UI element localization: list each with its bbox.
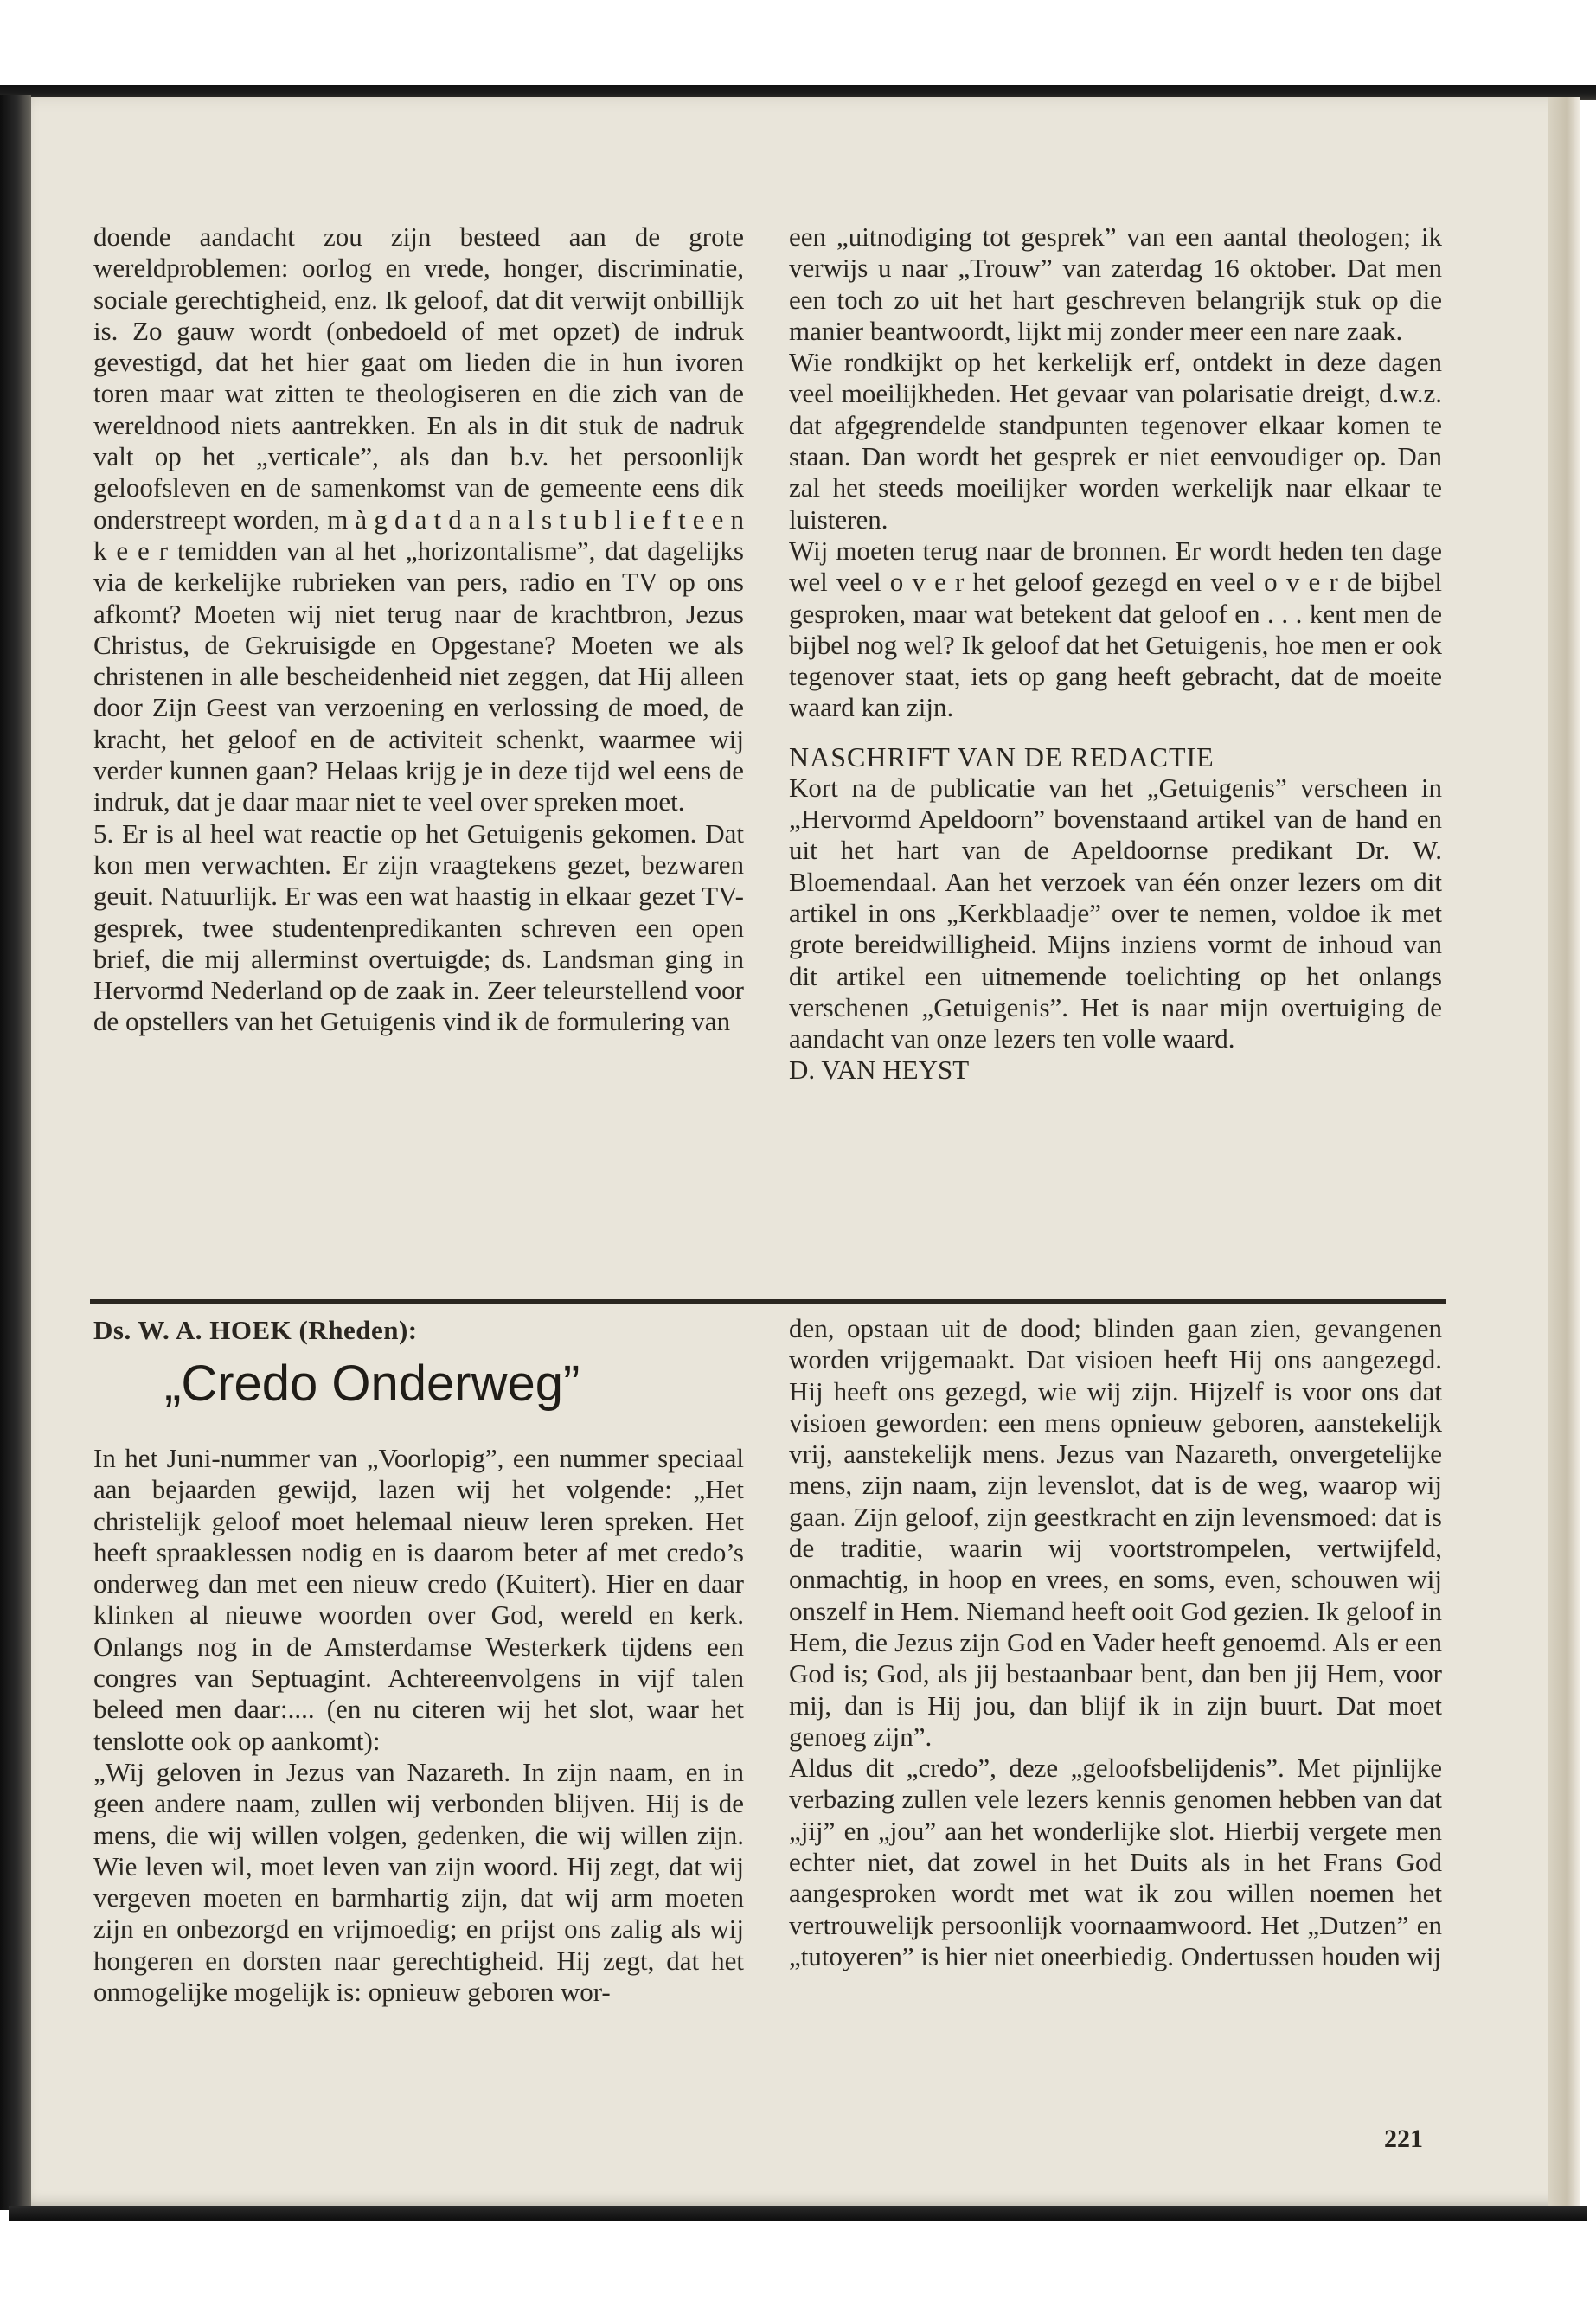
upper-right-paragraph-1: een „uitnodiging tot gesprek” van een aantal theologen; ik verwijs u naar „Trouw” van zaterdag 16 oktober. Dat men een toch zo uit het hart geschreven belangrijk stuk op die manier beantwoordt, lijkt mij zonder meer een nare zaak. [789,221,1442,346]
upper-right-paragraph-3: Wij moeten terug naar de bronnen. Er wordt heden ten dage wel veel o v e r het geloof gezegd en veel o v e r de bijbel gesproken, maar wat betekent dat geloof en . . . kent men de bijbel nog wel? Ik geloof dat het Getuigenis, hoe men er ook tegenover staat, iets op gang heeft gebracht, dat de moeite waard kan zijn. [789,535,1442,723]
article-title: „Credo Onderweg” [164,1356,580,1412]
page-number: 221 [1384,2125,1423,2153]
upper-left-point-5: 5. Er is al heel wat reactie op het Getuigenis gekomen. Dat kon men verwachten. Er zijn vraagtekens gezet, bezwaren geuit. Natuurlijk. Er was een wat haastig in elkaar gezet TV-gesprek, twee studentenpredikanten schreven een open brief, die mij allerminst overtuigde; ds. Landsman ging in Hervormd Nederland op de zaak in. Zeer teleurstellend voor de opstellers van het Getuigenis vind ik de formulering van [93,817,744,1037]
upper-right-column [789,221,1442,1086]
upper-left-paragraph: doende aandacht zou zijn besteed aan de grote wereldproblemen: oorlog en vrede, honger, discriminatie, sociale gerechtigheid, enz. Ik geloof, dat dit verwijt onbillijk is. Zo gauw wordt (onbedoeld of met opzet) de indruk gevestigd, dat het hier gaat om lieden die in hun ivoren toren maar wat zitten te theologiseren en die zich van de wereldnood niets aantrekken. En als in dit stuk de nadruk valt op het „verticale”, als dan b.v. het persoonlijk geloofsleven en de samenkomst van de gemeente eens dik onderstreept worden, m à g d a t d a n a l s t u b l i e f t e e n k e e r temidden van al het „horizontalisme”, dat dagelijks via de kerkelijke rubrieken van pers, radio en TV op ons afkomt? Moeten wij niet terug naar de krachtbron, Jezus Christus, de Gekruisigde en Opgestane? Moeten we als christenen in alle bescheidenheid niet zeggen, dat Hij alleen door Zijn Geest van verzoening en verlossing de moed, de kracht, het geloof en de activiteit schenkt, waarmee wij verder kunnen gaan? Helaas krijg je in deze tijd wel eens de indruk, dat je daar maar niet te veel over spreken moet. [93,221,744,817]
lower-right-column [789,1313,1442,1972]
naschrift-heading: NASCHRIFT VAN DE REDACTIE [789,740,1215,772]
article-author: Ds. W. A. HOEK (Rheden): [93,1315,418,1345]
lower-left-paragraph-1: In het Juni-nummer van „Voorlopig”, een nummer speciaal aan bejaarden gewijd, lazen wij het volgende: „Het christelijk geloof moet helemaal nieuw leren spreken. Het heeft spraaklessen nodig en is daarom beter af met credo’s onderweg dan met een nieuw credo (Kuitert). Hier en daar klinken al nieuwe woorden over God, wereld en kerk. Onlangs nog in de Amsterdamse Westerkerk tijdens een congres van Septuagint. Achtereenvolgens in vijf talen beleed men daar:.... (en nu citeren wij het slot, waar het tenslotte ook op aankomt): [93,1443,744,1756]
lower-left-paragraph-2: „Wij geloven in Jezus van Nazareth. In zijn naam, en in geen andere naam, zullen wij verbonden blijven. Hij is de mens, die wij willen volgen, gedenken, die wij willen zijn. Wie leven wil, moet leven van zijn woord. Hij zegt, dat wij vergeven moeten en barmhartig zijn, dat wij arm moeten zijn en onbezorgd en vrijmoedig; en prijst ons zalig als wij hongeren en dorsten naar gerechtigheid. Hij zegt, dat het onmogelijke mogelijk is: opnieuw geboren wor- [93,1756,744,2008]
section-divider [90,1299,1446,1304]
lower-right-paragraph-2: Aldus dit „credo”, deze „geloofsbelijdenis”. Met pijnlijke verbazing zullen vele lezers kennis genomen hebben van dat „jij” en „jou” aan het wonderlijke slot. Hierbij vergete men echter niet, dat zowel in het Duits als in het Frans God aangesproken wordt met wat ik zou willen noemen het vertrouwelijk persoonlijk voornaamwoord. Het „Dutzen” en „tutoyeren” is hier niet oneerbiedig. Ondertussen houden wij [789,1753,1442,1971]
binding-bottom-edge [9,2206,1587,2221]
binding-left-edge [0,95,31,2210]
page-edge-right [1548,97,1580,2208]
upper-right-paragraph-2: Wie rondkijkt op het kerkelijk erf, ontdekt in deze dagen veel moeilijkheden. Het gevaar van polarisatie dreigt, d.w.z. dat afgegrendelde standpunten tegenover elkaar komen te staan. Dan wordt het gesprek er niet eenvoudiger op. Dan zal het steeds moeilijker worden werkelijk naar elkaar te luisteren. [789,347,1442,535]
naschrift-body: Kort na de publicatie van het „Getuigenis” verscheen in „Hervormd Apeldoorn” bovenstaand artikel van de hand en uit het hart van de Apeldoornse predikant Dr. W. Bloemendaal. Aan het verzoek van één onzer lezers om dit artikel in ons „Kerkblaadje” over te nemen, voldoe ik met grote bereidwilligheid. Mijns inziens vormt de inhoud van dit artikel een uitnemende toelichting op het onlangs verschenen „Getuigenis”. Het is naar mijn overtuiging de aandacht van onze lezers ten volle waard. [789,772,1442,1054]
upper-left-column [93,221,744,1038]
naschrift-signature: D. VAN HEYST [789,1054,970,1086]
lower-left-column [93,1443,744,2008]
lower-right-paragraph-1: den, opstaan uit de dood; blinden gaan zien, gevangenen worden vrijgemaakt. Dat visioen heeft Hij ons aangezegd. Hij heeft ons gezegd, wie wij zijn. Hijzelf is voor ons dat visioen geworden: een mens opnieuw geboren, aanstekelijk vrij, aanstekelijk mens. Jezus van Nazareth, onvergetelijke mens, zijn naam, zijn levenslot, dat is de weg, waarop wij gaan. Zijn geloof, zijn geestkracht en zijn levensmoed: dat is de traditie, waarin wij voortstrompelen, vertwijfeld, onmachtig, in hoop en vrees, en soms, even, schouwen wij onszelf in Hem. Niemand heeft ooit God gezien. Ik geloof in Hem, die Jezus zijn God en Vader heeft genoemd. Als er een God is; God, als jij bestaanbaar bent, dan ben jij Hem, voor mij, dan is Hij jou, dan blijf ik in zijn buurt. Dat moet genoeg zijn”. [789,1313,1442,1752]
